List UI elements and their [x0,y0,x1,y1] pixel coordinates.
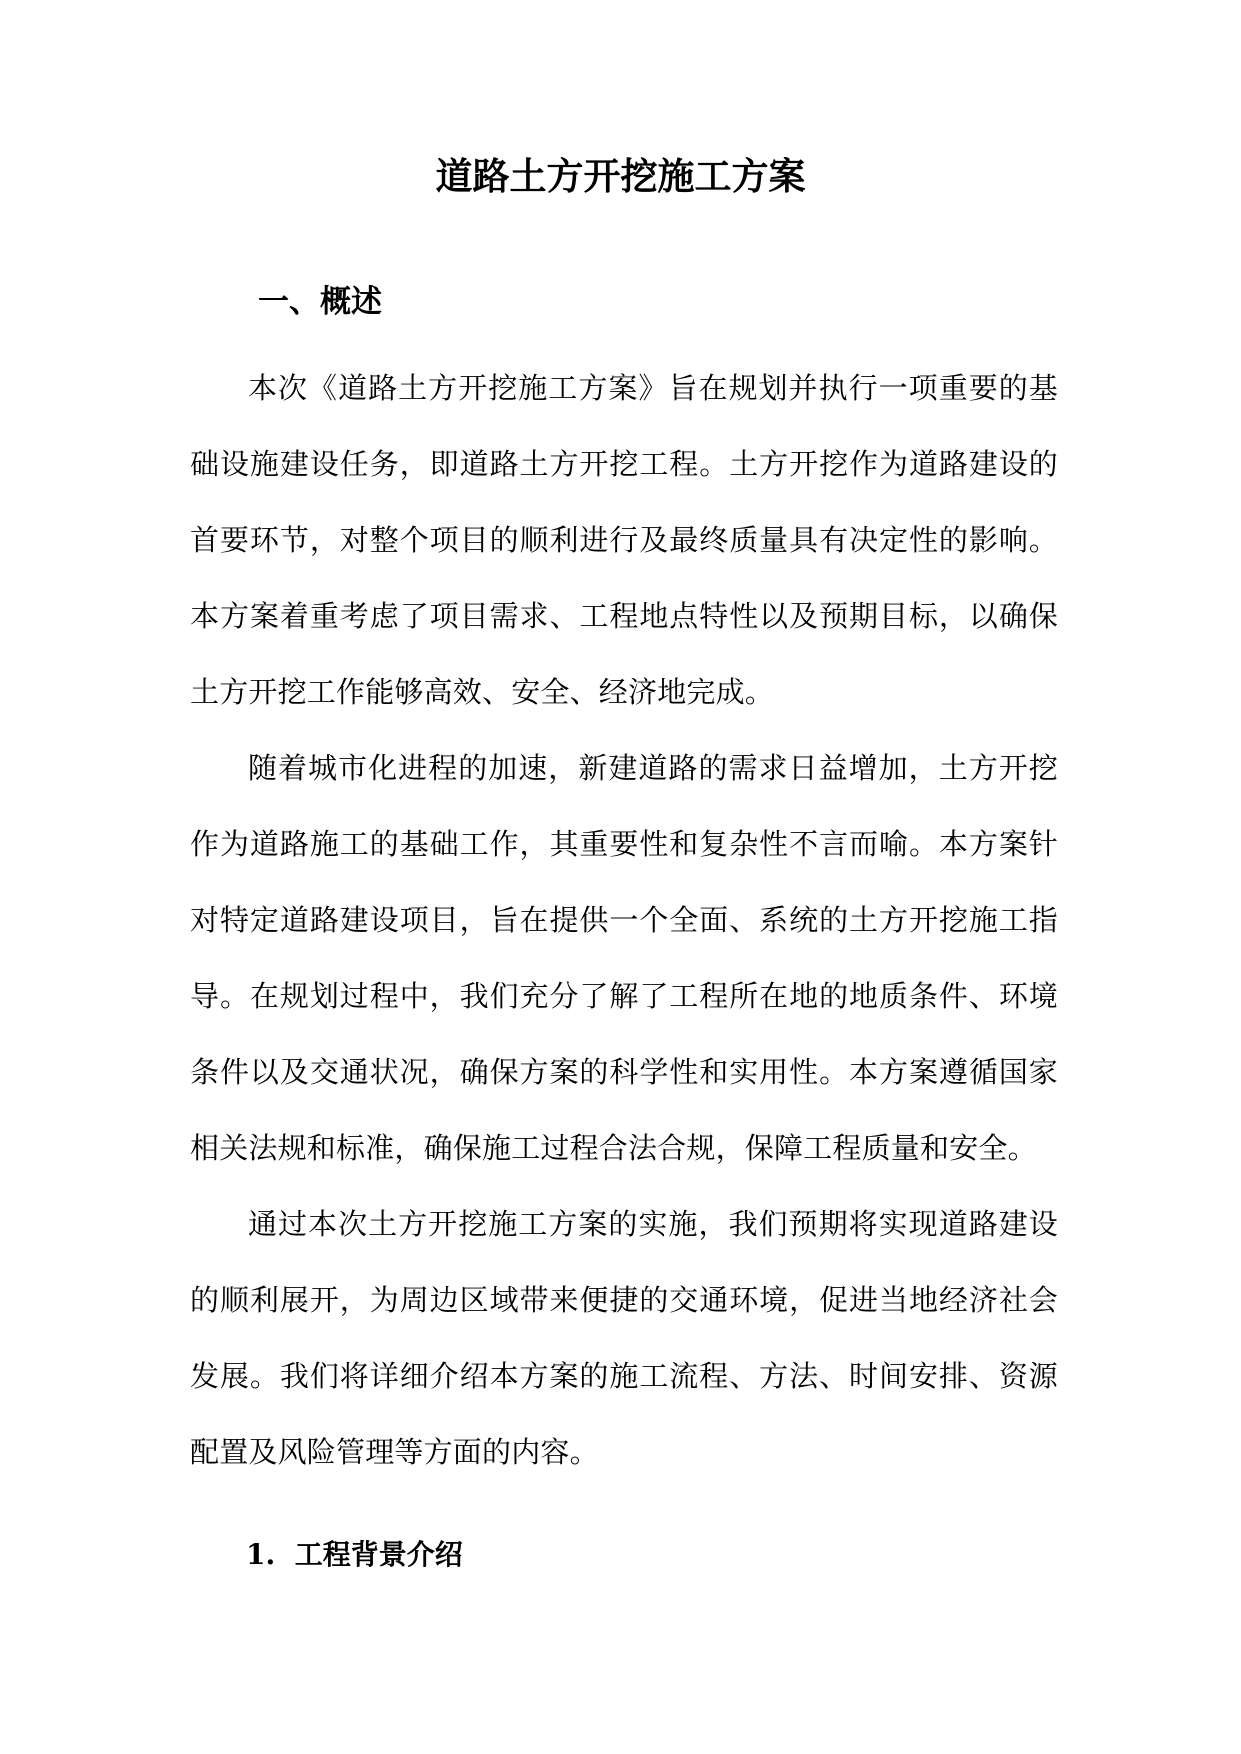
subsection-heading-project-background: 1. 工程背景介绍 [246,1538,463,1571]
body-paragraph-1: 本次《道路土方开挖施工方案》旨在规划并执行一项重要的基础设施建设任务，即道路土方开挖工程。土方开挖作为道路建设的首要环节，对整个项目的顺利进行及最终质量具有决定性的影响。本方案着重考虑了项目需求、工程地点特性以及预期目标，以确保土方开挖工作能够高效、安全、经济地完成。 [190,371,1058,709]
body-paragraph-2: 随着城市化进程的加速，新建道路的需求日益增加，土方开挖作为道路施工的基础工作，其重要性和复杂性不言而喻。本方案针对特定道路建设项目，旨在提供一个全面、系统的土方开挖施工指导。在规划过程中，我们充分了解了工程所在地的地质条件、环境条件以及交通状况，确保方案的科学性和实用性。本方案遵循国家相关法规和标准，确保施工过程合法合规，保障工程质量和安全。 [190,751,1058,1165]
section-heading-overview: 一、概述 [258,284,382,320]
body-paragraph-3: 通过本次土方开挖施工方案的实施，我们预期将实现道路建设的顺利展开，为周边区域带来便捷的交通环境，促进当地经济社会发展。我们将详细介绍本方案的施工流程、方法、时间安排、资源配置及风险管理等方面的内容。 [190,1207,1058,1469]
document-title: 道路土方开挖施工方案 [435,154,806,198]
